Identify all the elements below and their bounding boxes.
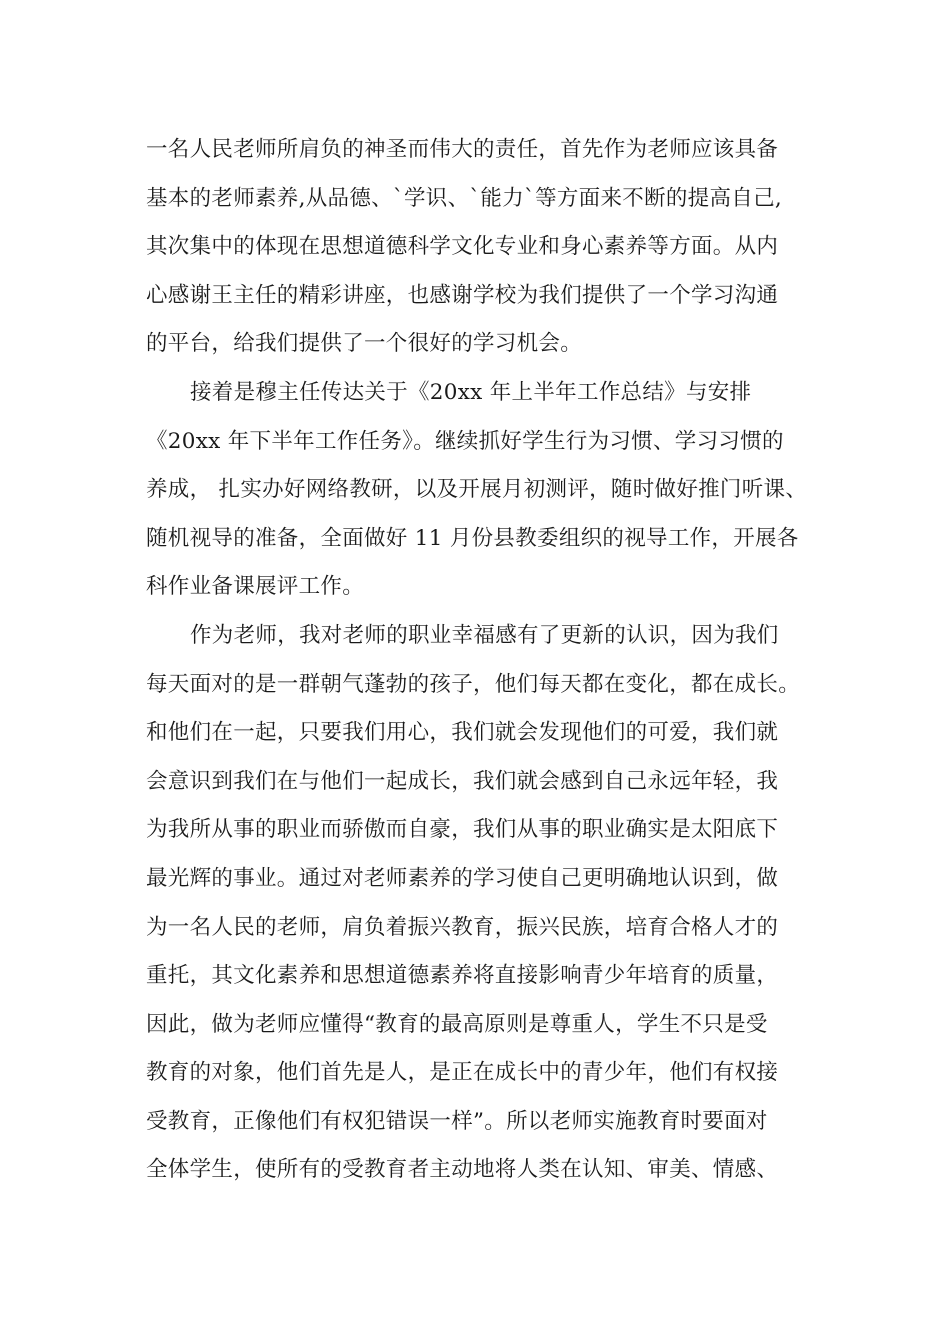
document-body (146, 126, 826, 1195)
text-line: 作为老师，我对老师的职业幸福感有了更新的认识，因为我们 (190, 622, 779, 648)
text-line: 因此，做为老师应懂得“教育的最高原则是尊重人，学生不只是受 (146, 1011, 768, 1037)
text-line: 养成， 扎实办好网络教研，以及开展月初测评，随时做好推门听课、 (146, 477, 808, 503)
text-line: 为我所从事的职业而骄傲而自豪，我们从事的职业确实是太阳底下 (146, 817, 779, 843)
text-line: 教育的对象，他们首先是人，是正在成长中的青少年，他们有权接 (146, 1060, 779, 1086)
text-line: 其次集中的体现在思想道德科学文化专业和身心素养等方面。从内 (146, 234, 779, 260)
text-line: 受教育，正像他们有权犯错误一样”。所以老师实施教育时要面对 (146, 1108, 768, 1134)
text-line: 一名人民老师所肩负的神圣而伟大的责任，首先作为老师应该具备 (146, 137, 779, 162)
text-line: 科作业备课展评工作。 (146, 574, 365, 600)
text-line: 随机视导的准备，全面做好 11 月份县教委组织的视导工作，开展各 (146, 525, 799, 551)
text-line: 心感谢王主任的精彩讲座，也感谢学校为我们提供了一个学习沟通 (146, 282, 779, 308)
paragraph-2 (146, 369, 826, 612)
text-line: 接着是穆主任传达关于《20xx 年上半年工作总结》与安排 (190, 379, 752, 405)
text-line: 《20xx 年下半年工作任务》。继续抓好学生行为习惯、学习习惯的 (146, 428, 784, 454)
text-line: 最光辉的事业。通过对老师素养的学习使自己更明确地认识到，做 (146, 865, 779, 891)
text-line: 为一名人民的老师，肩负着振兴教育，振兴民族，培育合格人才的 (146, 914, 779, 940)
paragraph-3 (146, 612, 826, 1195)
paragraph-1 (146, 126, 826, 369)
text-line: 全体学生，使所有的受教育者主动地将人类在认知、审美、情感、 (146, 1157, 779, 1183)
text-line: 会意识到我们在与他们一起成长，我们就会感到自己永远年轻，我 (146, 768, 779, 794)
text-line: 的平台，给我们提供了一个很好的学习机会。 (146, 331, 583, 357)
text-line: 每天面对的是一群朝气蓬勃的孩子，他们每天都在变化，都在成长。 (146, 671, 801, 697)
text-line: 和他们在一起，只要我们用心，我们就会发现他们的可爱，我们就 (146, 720, 779, 746)
text-line: 基本的老师素养,从品德、`学识、`能力`等方面来不断的提高自己, (146, 185, 783, 211)
text-line: 重托，其文化素养和思想道德素养将直接影响青少年培育的质量， (146, 963, 779, 989)
